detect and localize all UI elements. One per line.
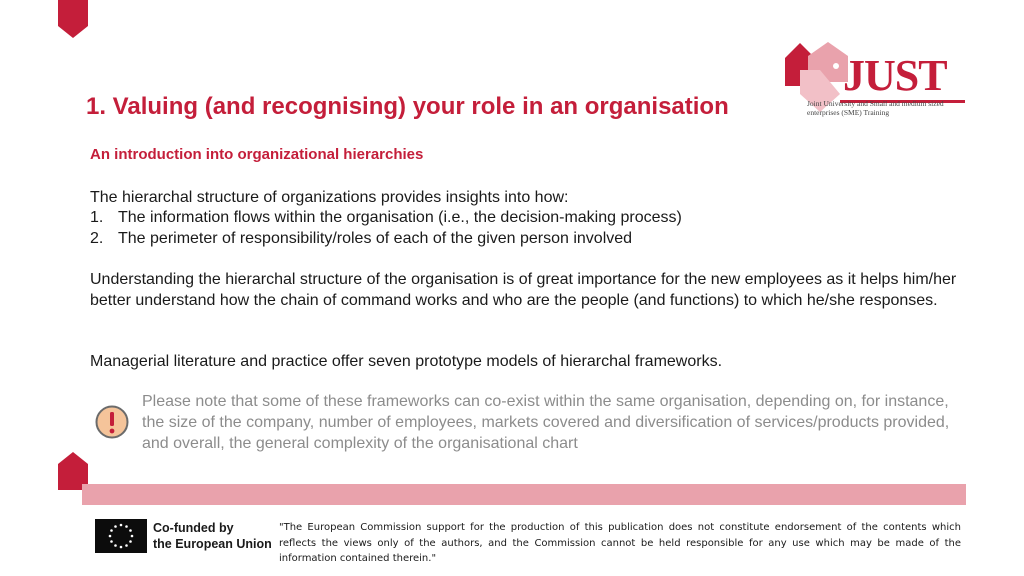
info-list <box>90 207 682 249</box>
page-title: 1. Valuing (and recognising) your role in an organisation <box>86 93 729 120</box>
list-item-text: The information flows within the organisation (i.e., the decision-making process) <box>118 209 682 226</box>
disclaimer-text: "The European Commission support for the production of this publication does not constitute endorsement of the contents which reflects the views only of the authors, and the Commission cannot be held responsible for any use which may be made of the information contained therein." <box>279 522 961 564</box>
cofunded-line-1: Co-funded by <box>153 521 234 535</box>
list-item-number: 1. <box>90 209 104 226</box>
section-subtitle: An introduction into organizational hierarchies <box>90 146 424 163</box>
list-item <box>90 207 682 228</box>
logo-subtitle: Joint University and Small and medium sized enterprises (SME) Training <box>807 99 944 117</box>
intro-text: The hierarchal structure of organizations provides insights into how: <box>90 189 569 206</box>
exclamation-icon <box>95 405 129 439</box>
list-item-text: The perimeter of responsibility/roles of each of the given person involved <box>118 230 633 247</box>
cofunded-line-2: the European Union <box>153 537 272 551</box>
hierarchy-paragraph: Understanding the hierarchal structure of the organisation is of great importance for the new employees as it helps him/her better understand how the chain of command works and who are the people (and functions) to which he/she responses. <box>90 271 957 309</box>
eu-flag-icon <box>95 519 147 553</box>
corner-tab-decoration <box>58 0 88 38</box>
logo-wordmark: JUST <box>843 51 947 100</box>
list-item <box>90 228 682 249</box>
list-item-number: 2. <box>90 230 104 247</box>
cofunded-label <box>153 520 272 552</box>
footer-band <box>82 484 966 505</box>
note-text: Please note that some of these frameworks can co-exist within the same organisation, depending on, for instance, the size of the company, number of employees, markets covered and diversification of services/products provided, and overall, the general complexity of the organisational chart <box>142 393 950 452</box>
models-paragraph: Managerial literature and practice offer seven prototype models of hierarchal frameworks. <box>90 353 723 370</box>
